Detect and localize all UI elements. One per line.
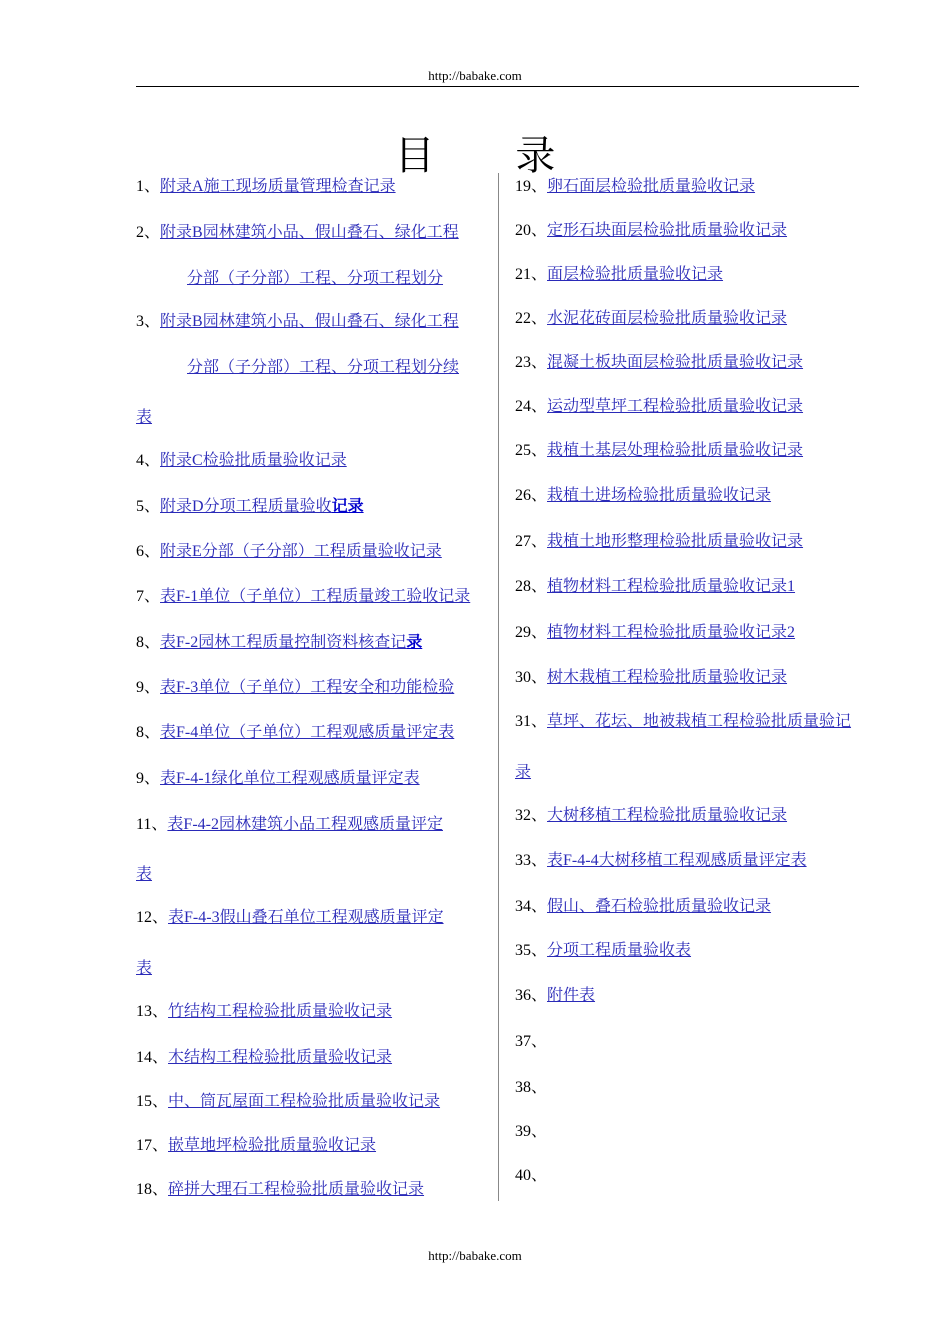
toc-item-continuation xyxy=(515,763,531,783)
toc-item: 38、 xyxy=(515,1079,548,1096)
toc-link[interactable]: 表F-3单位（子单位）工程安全和功能检验 xyxy=(160,679,455,696)
toc-item: 32、大树移植工程检验批质量验收记录 xyxy=(515,807,788,824)
toc-item-continuation xyxy=(136,959,152,979)
toc-item: 26、栽植土进场检验批质量验收记录 xyxy=(515,487,772,504)
toc-link[interactable]: 树木栽植工程检验批质量验收记录 xyxy=(547,669,788,686)
footer-url: http://babake.com xyxy=(428,1248,522,1263)
toc-item: 34、假山、叠石检验批质量验收记录 xyxy=(515,898,772,915)
toc-link[interactable]: 表F-4单位（子单位）工程观感质量评定表 xyxy=(160,724,455,741)
toc-link[interactable]: 定形石块面层检验批质量验收记录 xyxy=(547,222,788,239)
toc-link[interactable]: 附录C检验批质量验收记录 xyxy=(160,452,347,469)
toc-item: 2、附录B园林建筑小品、假山叠石、绿化工程 xyxy=(136,224,459,241)
toc-link[interactable]: 混凝土板块面层检验批质量验收记录 xyxy=(547,354,804,371)
toc-link[interactable]: 表F-2园林工程质量控制资料核查记 xyxy=(160,634,407,651)
toc-link[interactable]: 表 xyxy=(136,960,153,977)
toc-item-continuation xyxy=(136,408,152,428)
toc-link[interactable]: 表F-4-3假山叠石单位工程观感质量评定 xyxy=(168,909,444,926)
toc-item: 5、附录D分项工程质量验收记录 xyxy=(136,498,364,515)
toc-item: 27、栽植土地形整理检验批质量验收记录 xyxy=(515,533,804,550)
toc-link[interactable]: 嵌草地坪检验批质量验收记录 xyxy=(168,1137,377,1154)
toc-item: 4、附录C检验批质量验收记录 xyxy=(136,452,347,469)
toc-item: 30、树木栽植工程检验批质量验收记录 xyxy=(515,669,788,686)
toc-item: 23、混凝土板块面层检验批质量验收记录 xyxy=(515,354,804,371)
toc-item: 29、植物材料工程检验批质量验收记录2 xyxy=(515,624,796,641)
toc-link[interactable]: 表F-4-1绿化单位工程观感质量评定表 xyxy=(160,770,420,787)
toc-link[interactable]: 大树移植工程检验批质量验收记录 xyxy=(547,807,788,824)
toc-link[interactable]: 附件表 xyxy=(547,987,596,1004)
toc-item: 40、 xyxy=(515,1167,548,1184)
toc-item: 9、表F-4-1绿化单位工程观感质量评定表 xyxy=(136,770,420,787)
toc-item: 6、附录E分部（子分部）工程质量验收记录 xyxy=(136,543,442,560)
toc-link[interactable]: 分部（子分部）工程、分项工程划分 xyxy=(187,270,444,287)
toc-link[interactable]: 附录B园林建筑小品、假山叠石、绿化工程 xyxy=(160,313,459,330)
toc-item: 7、表F-1单位（子单位）工程质量竣工验收记录 xyxy=(136,588,471,605)
toc-link[interactable]: 附录B园林建筑小品、假山叠石、绿化工程 xyxy=(160,224,459,241)
toc-link[interactable]: 栽植土进场检验批质量验收记录 xyxy=(547,487,772,504)
toc-link[interactable]: 运动型草坪工程检验批质量验收记录 xyxy=(547,398,804,415)
toc-item: 3、附录B园林建筑小品、假山叠石、绿化工程 xyxy=(136,313,459,330)
toc-item: 33、表F-4-4大树移植工程观感质量评定表 xyxy=(515,852,807,869)
toc-item: 18、碎拼大理石工程检验批质量验收记录 xyxy=(136,1181,425,1198)
toc-link[interactable]: 木结构工程检验批质量验收记录 xyxy=(168,1049,393,1066)
toc-item: 9、表F-3单位（子单位）工程安全和功能检验 xyxy=(136,679,455,696)
toc-link[interactable]: 碎拼大理石工程检验批质量验收记录 xyxy=(168,1181,425,1198)
toc-item: 39、 xyxy=(515,1123,548,1140)
toc-link[interactable]: 表F-4-4大树移植工程观感质量评定表 xyxy=(547,852,807,869)
toc-link[interactable]: 附录E分部（子分部）工程质量验收记录 xyxy=(160,543,442,560)
toc-item: 8、表F-4单位（子单位）工程观感质量评定表 xyxy=(136,724,455,741)
page-title: 目 录 xyxy=(394,133,590,179)
toc-link[interactable]: 植物材料工程检验批质量验收记录1 xyxy=(547,578,796,595)
toc-link[interactable]: 表F-1单位（子单位）工程质量竣工验收记录 xyxy=(160,588,471,605)
toc-item: 31、草坪、花坛、地被栽植工程检验批质量验记 xyxy=(515,713,852,730)
toc-item: 17、嵌草地坪检验批质量验收记录 xyxy=(136,1137,377,1154)
toc-link[interactable]: 假山、叠石检验批质量验收记录 xyxy=(547,898,772,915)
toc-link[interactable]: 记录 xyxy=(331,498,364,515)
toc-item: 25、栽植土基层处理检验批质量验收记录 xyxy=(515,442,804,459)
toc-link[interactable]: 录 xyxy=(406,634,423,651)
toc-link[interactable]: 水泥花砖面层检验批质量验收记录 xyxy=(547,310,788,327)
toc-item: 15、中、筒瓦屋面工程检验批质量验收记录 xyxy=(136,1093,441,1110)
toc-link[interactable]: 面层检验批质量验收记录 xyxy=(547,266,724,283)
toc-item: 11、表F-4-2园林建筑小品工程观感质量评定 xyxy=(136,816,443,833)
toc-item: 24、运动型草坪工程检验批质量验收记录 xyxy=(515,398,804,415)
toc-link[interactable]: 植物材料工程检验批质量验收记录2 xyxy=(547,624,796,641)
toc-link[interactable]: 附录D分项工程质量验收 xyxy=(160,498,332,515)
column-divider xyxy=(498,173,499,1201)
toc-item: 35、分项工程质量验收表 xyxy=(515,942,692,959)
toc-item: 36、附件表 xyxy=(515,987,596,1004)
toc-item: 20、定形石块面层检验批质量验收记录 xyxy=(515,222,788,239)
toc-link[interactable]: 栽植土地形整理检验批质量验收记录 xyxy=(547,533,804,550)
toc-item: 1、附录A施工现场质量管理检查记录 xyxy=(136,178,396,195)
toc-link[interactable]: 草坪、花坛、地被栽植工程检验批质量验记 xyxy=(547,713,852,730)
toc-item: 12、表F-4-3假山叠石单位工程观感质量评定 xyxy=(136,909,444,926)
toc-link[interactable]: 分部（子分部）工程、分项工程划分续 xyxy=(187,359,460,376)
toc-item: 14、木结构工程检验批质量验收记录 xyxy=(136,1049,393,1066)
toc-item: 28、植物材料工程检验批质量验收记录1 xyxy=(515,578,796,595)
toc-link[interactable]: 竹结构工程检验批质量验收记录 xyxy=(168,1003,393,1020)
toc-link[interactable]: 表 xyxy=(136,409,153,426)
toc-link[interactable]: 中、筒瓦屋面工程检验批质量验收记录 xyxy=(168,1093,441,1110)
toc-link[interactable]: 栽植土基层处理检验批质量验收记录 xyxy=(547,442,804,459)
toc-item: 21、面层检验批质量验收记录 xyxy=(515,266,724,283)
toc-item: 8、表F-2园林工程质量控制资料核查记录 xyxy=(136,634,423,651)
toc-link[interactable]: 录 xyxy=(515,764,532,781)
toc-item: 22、水泥花砖面层检验批质量验收记录 xyxy=(515,310,788,327)
toc-item-continuation xyxy=(187,358,459,378)
toc-item: 13、竹结构工程检验批质量验收记录 xyxy=(136,1003,393,1020)
toc-link[interactable]: 表 xyxy=(136,866,153,883)
toc-link[interactable]: 卵石面层检验批质量验收记录 xyxy=(547,178,756,195)
toc-item-continuation xyxy=(187,269,443,289)
toc-link[interactable]: 分项工程质量验收表 xyxy=(547,942,692,959)
header-rule xyxy=(136,86,859,87)
toc-link[interactable]: 表F-4-2园林建筑小品工程观感质量评定 xyxy=(167,816,443,833)
toc-link[interactable]: 附录A施工现场质量管理检查记录 xyxy=(160,178,396,195)
toc-item: 37、 xyxy=(515,1033,548,1050)
header-url: http://babake.com xyxy=(428,68,522,83)
toc-item: 19、卵石面层检验批质量验收记录 xyxy=(515,178,756,195)
toc-item-continuation xyxy=(136,865,152,885)
